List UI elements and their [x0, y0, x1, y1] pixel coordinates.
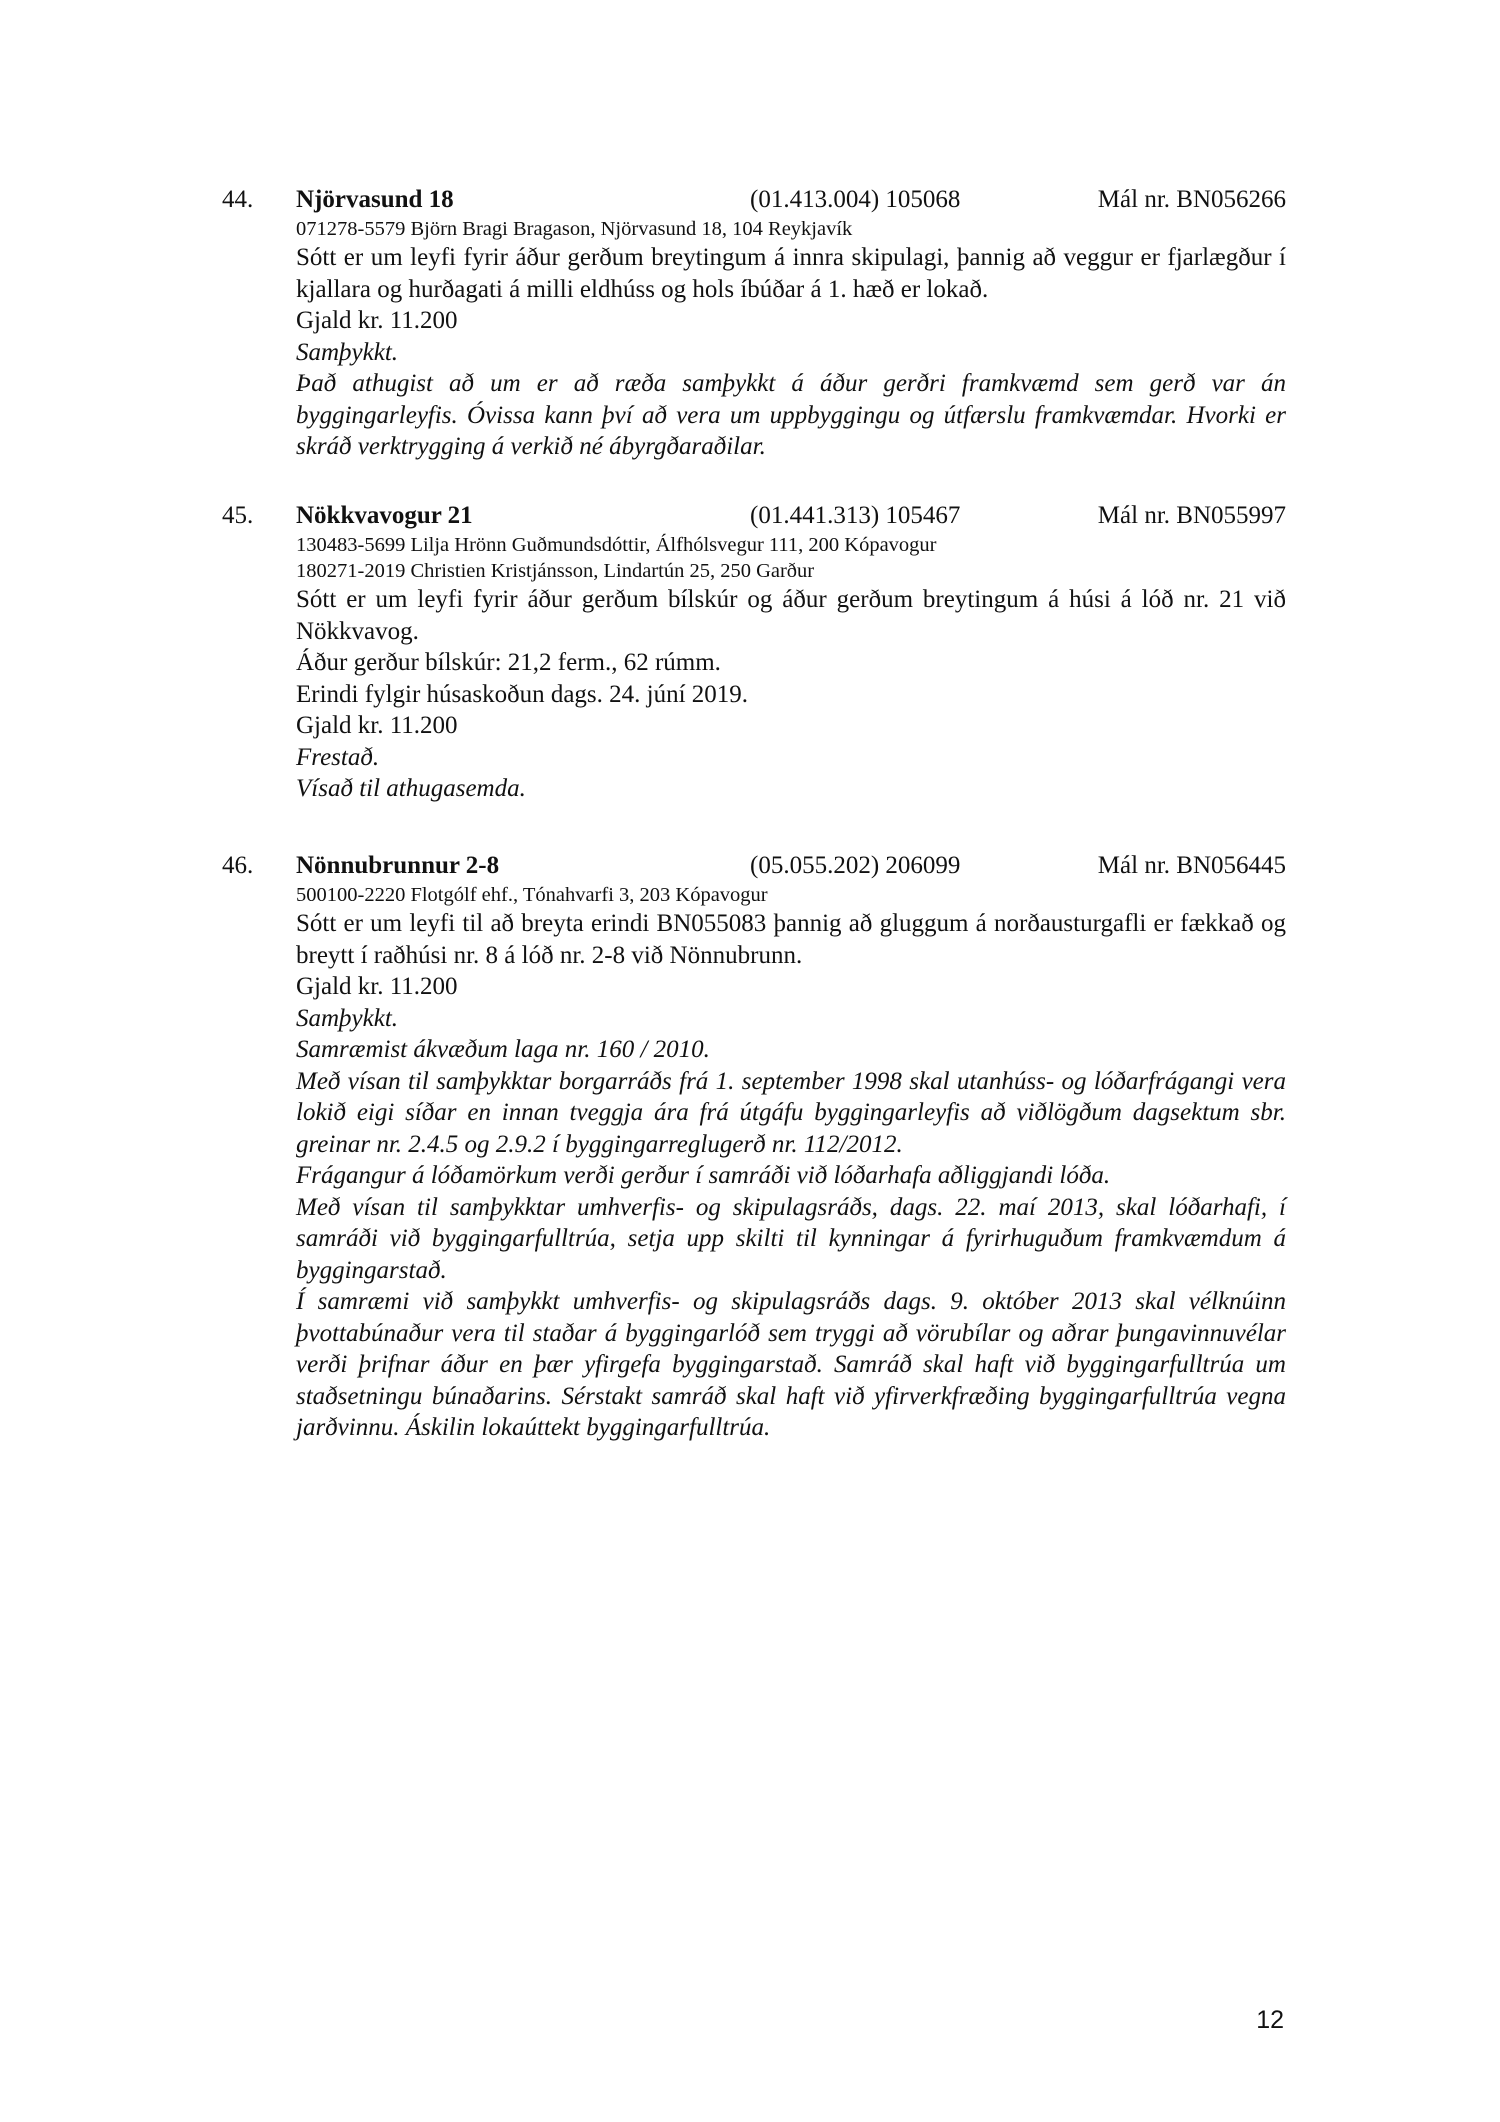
decision-note: Það athugist að um er að ræða samþykkt á áður gerðri framkvæmd sem gerð var án byggingarleyfis. Óvissa kann því að vera um uppbyggingu og útfærslu framkvæmdar. Hvorki er skráð verktrygging á verkið né ábyrgðaraðilar.	[296, 370, 1286, 460]
entry-body	[296, 882, 1286, 1444]
entry-number: 46.	[222, 852, 254, 879]
property-name: Njörvasund 18	[296, 186, 454, 213]
decision-status: Samþykkt.	[296, 1004, 399, 1032]
description-line: Erindi fylgir húsaskoðun dags. 24. júní 2019.	[296, 680, 749, 708]
property-name: Nökkvavogur 21	[296, 502, 473, 529]
decision-status: Frestað.	[296, 743, 380, 771]
decision-note: Frágangur á lóðamörkum verði gerður í samráði við lóðarhafa aðliggjandi lóða.	[296, 1162, 1111, 1189]
property-code: (01.441.313) 105467	[750, 502, 961, 529]
entry-number: 44.	[222, 186, 254, 213]
applicant-line: 071278-5579 Björn Bragi Bragason, Njörvasund 18, 104 Reykjavík	[296, 218, 853, 240]
entry-44	[222, 184, 1286, 463]
decision-status: Samþykkt.	[296, 338, 399, 366]
case-number: Mál nr. BN056445	[1097, 852, 1286, 879]
property-name: Nönnubrunnur 2-8	[296, 852, 500, 879]
case-number: Mál nr. BN056266	[1097, 186, 1286, 213]
entry-body	[296, 216, 1286, 463]
description-paragraph: Sótt er um leyfi fyrir áður gerðum bílskúr og áður gerðum breytingum á húsi á lóð nr. 21 við Nökkvavog.	[296, 586, 1286, 645]
property-code: (01.413.004) 105068	[750, 186, 961, 213]
description-paragraph: Sótt er um leyfi fyrir áður gerðum breytingum á innra skipulagi, þannig að veggur er fjarlægður í kjallara og hurðagati á milli eldhúss og hols íbúðar á 1. hæð er lokað.	[296, 244, 1286, 303]
applicant-line: 130483-5699 Lilja Hrönn Guðmundsdóttir, Álfhólsvegur 111, 200 Kópavogur	[296, 534, 937, 556]
entry-number: 45.	[222, 502, 254, 529]
entry-header	[222, 500, 1286, 532]
entry-header	[222, 850, 1286, 882]
applicant-line: 500100-2220 Flotgólf ehf., Tónahvarfi 3, 203 Kópavogur	[296, 884, 768, 906]
decision-note: Samræmist ákvæðum laga nr. 160 / 2010.	[296, 1036, 710, 1063]
description-paragraph: Sótt er um leyfi til að breyta erindi BN055083 þannig að gluggum á norðausturgafli er fækkað og breytt í raðhúsi nr. 8 á lóð nr. 2-8 við Nönnubrunn.	[296, 910, 1286, 969]
decision-note: Vísað til athugasemda.	[296, 775, 526, 802]
entry-body	[296, 532, 1286, 805]
applicant-line: 180271-2019 Christien Kristjánsson, Lindartún 25, 250 Garður	[296, 560, 815, 582]
decision-note: Með vísan til samþykktar borgarráðs frá 1. september 1998 skal utanhúss- og lóðarfrágangi vera lokið eigi síðar en innan tveggja ára frá útgáfu byggingarleyfis að viðlögðum dagsektum sbr. greinar nr. 2.4.5 og 2.9.2 í byggingarreglugerð nr. 112/2012.	[296, 1067, 1286, 1158]
fee-line: Gjald kr. 11.200	[296, 712, 458, 739]
decision-note: Með vísan til samþykktar umhverfis- og skipulagsráðs, dags. 22. maí 2013, skal lóðarhafi, í samráði við byggingarfulltrúa, setja upp skilti til kynningar á fyrirhuguðum framkvæmdum á byggingarstað.	[296, 1193, 1286, 1284]
entry-46	[222, 850, 1286, 1444]
fee-line: Gjald kr. 11.200	[296, 307, 458, 334]
page-number: 12	[1256, 2006, 1284, 2034]
property-code: (05.055.202) 206099	[750, 852, 961, 879]
case-number: Mál nr. BN055997	[1097, 502, 1286, 529]
description-line: Áður gerður bílskúr: 21,2 ferm., 62 rúmm.	[296, 649, 721, 676]
entry-header	[222, 184, 1286, 216]
decision-note: Í samræmi við samþykkt umhverfis- og skipulagsráðs dags. 9. október 2013 skal vélknúinn þvottabúnaður vera til staðar á byggingarlóð sem tryggi að vörubílar og aðrar þungavinnuvélar verði þrifnar áður en þær yfirgefa byggingarstað. Samráð skal haft við byggingarfulltrúa um staðsetningu búnaðarins. Sérstakt samráð skal haft við yfirverkfræðing byggingarfulltrúa vegna jarðvinnu. Áskilin lokaúttekt byggingarfulltrúa.	[296, 1288, 1286, 1441]
fee-line: Gjald kr. 11.200	[296, 973, 458, 1000]
entry-45	[222, 500, 1286, 805]
